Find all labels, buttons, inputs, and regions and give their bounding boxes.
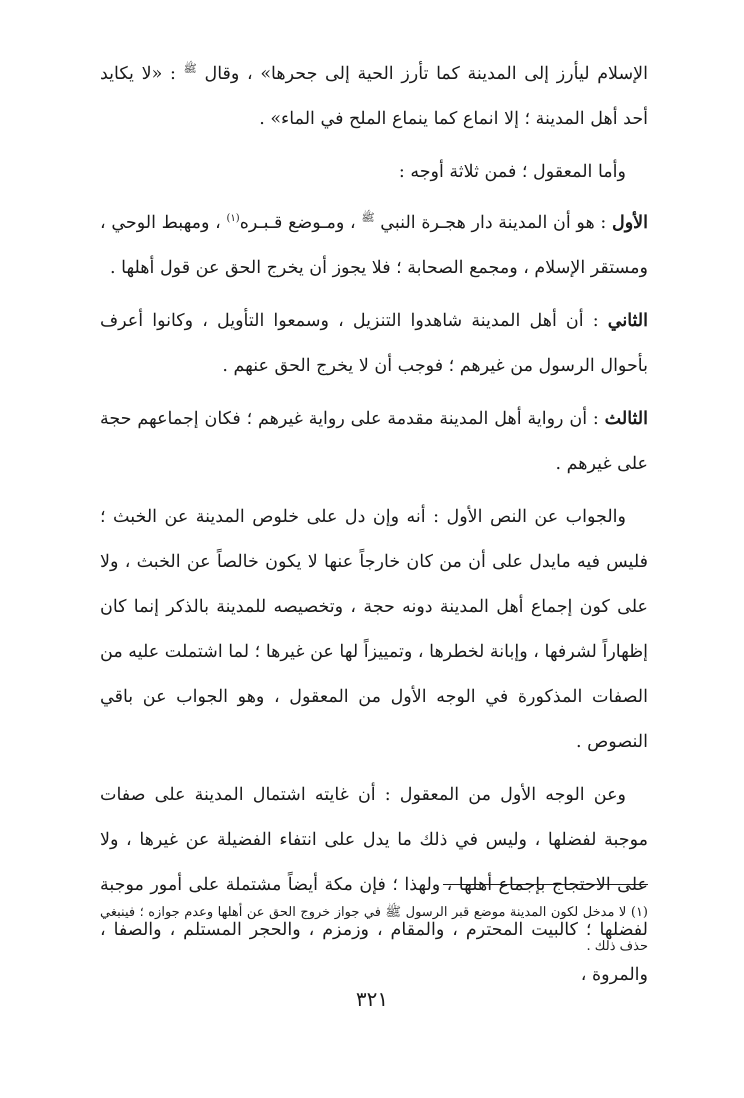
paragraph-third-aspect bbox=[100, 397, 648, 487]
footnote-text: (١) لا مدخل لكون المدينة موضع قبر الرسول ﷺ في جواز خروج الحق عن أهلها وعدم جوازه ؛ فينبغي حذف ذلك . bbox=[100, 905, 648, 954]
footnote bbox=[100, 896, 648, 964]
paragraph-text: وعن الوجه الأول من المعقول : أن غايته اشتمال المدينة على صفات موجبة لفضلها ، وليس في ذلك ما يدل على انتفاء الفضيلة عن غيرها ، ولا على الاحتجاج بإجماع أهلها ، ولهذا ؛ فإن مكة أيضاً مشتملة على أمور موجبة لفضلها ؛ كالبيت المحترم ، والمقام ، وزمزم ، والحجر المستلم ، والصفا ، والمروة ، bbox=[100, 785, 648, 985]
footnote-reference: (١) bbox=[226, 213, 240, 225]
main-text bbox=[100, 52, 648, 1006]
paragraph-text: ، ومهبط الوحي ، ومستقر الإسلام ، ومجمع الصحابة ؛ فلا يجوز أن يخرج الحق عن قول أهلها . bbox=[100, 213, 648, 278]
paragraph-second-aspect bbox=[100, 299, 648, 389]
honorific-symbol: ﷺ bbox=[361, 211, 375, 225]
paragraph-text: : هو أن المدينة دار هجـرة النبي bbox=[374, 213, 612, 233]
paragraph-first-aspect bbox=[100, 201, 648, 291]
paragraph-text: وأما المعقول ؛ فمن ثلاثة أوجه : bbox=[398, 162, 626, 182]
footnote-divider bbox=[443, 884, 648, 885]
paragraph-text: : أن أهل المدينة شاهدوا التنزيل ، وسمعوا التأويل ، وكانوا أعرف بأحوال الرسول من غيرهم ؛ فوجب أن لا يخرج الحق عنهم . bbox=[100, 311, 648, 376]
paragraph-text: والجواب عن النص الأول : أنه وإن دل على خلوص المدينة عن الخبث ؛ فليس فيه مايدل على أن من كان خارجاً عنها لا يكون خالصاً عن الخبث ، ولا على كون إجماع أهل المدينة دونه حجة ، وتخصيصه للمدينة بالذكر إنما كان إظهاراً لشرفها ، وإبانة لخطرها ، وتمييزاً لها عن غيرها ؛ لما اشتملت عليه من الصفات المذكورة في الوجه الأول من المعقول ، وهو الجواب عن باقي النصوص . bbox=[100, 507, 648, 752]
paragraph-text: ، ومـوضع قـبـره bbox=[239, 213, 362, 233]
paragraph-rational-intro bbox=[100, 150, 648, 195]
aspect-heading: الأول bbox=[611, 213, 648, 233]
aspect-heading: الثاني bbox=[607, 311, 648, 331]
paragraph-answer-first-text bbox=[100, 495, 648, 765]
page-number: ٣٢١ bbox=[355, 987, 389, 1011]
honorific-symbol: ﷺ bbox=[183, 62, 197, 76]
aspect-heading: الثالث bbox=[604, 409, 648, 429]
paragraph-text: الإسلام ليأرز إلى المدينة كما تأرز الحية إلى جحرها» ، وقال bbox=[196, 64, 649, 84]
paragraph-text: : أن رواية أهل المدينة مقدمة على رواية غيرهم ؛ فكان إجماعهم حجة على غيرهم . bbox=[100, 409, 648, 474]
paragraph-text: : «لا يكايد أحد أهل المدينة ؛ إلا انماع كما ينماع الملح في الماء» . bbox=[100, 64, 648, 129]
paragraph-hadith-continuation bbox=[100, 52, 648, 142]
paragraph-answer-first-rational bbox=[100, 773, 648, 998]
